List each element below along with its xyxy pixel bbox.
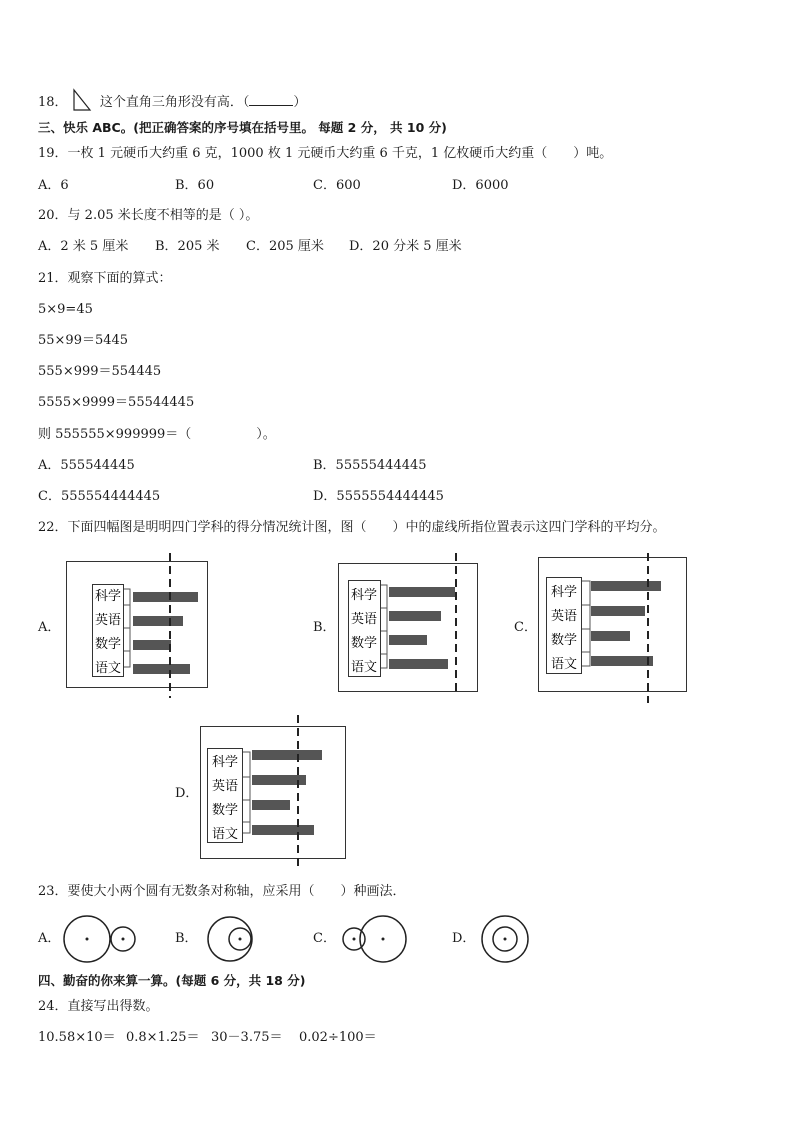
q19-option-b[interactable]: B．60: [175, 178, 215, 193]
calc-item[interactable]: 0.02÷100＝: [299, 1030, 377, 1045]
subject-label-english: 英语: [94, 613, 122, 628]
question-23-text: 23．要使大小两个圆有无数条对称轴，应采用（ ）种画法．: [38, 884, 406, 899]
bar-science: [591, 581, 661, 591]
q22-chart-a[interactable]: [66, 553, 212, 698]
q23-figure-a[interactable]: [60, 914, 140, 968]
q19-option-c[interactable]: C．600: [313, 178, 361, 193]
q22-option-b-label[interactable]: B．: [313, 620, 336, 635]
bar-chinese: [389, 659, 448, 669]
q22-chart-d[interactable]: [200, 715, 348, 870]
q23-figure-b[interactable]: [204, 914, 264, 968]
q20-option-b[interactable]: B．205 米: [155, 239, 220, 254]
bar-english: [591, 606, 645, 616]
subject-label-chinese: 语文: [350, 660, 378, 675]
equation-line: 555×999＝554445: [38, 364, 162, 379]
subject-label-science: 科学: [94, 589, 122, 604]
subject-label-math: 数学: [550, 633, 578, 648]
q21-option-b[interactable]: B．55555444445: [313, 458, 427, 473]
q19-option-d[interactable]: D．6000: [452, 178, 509, 193]
question-20-text: 20．与 2.05 米长度不相等的是（ ）。: [38, 208, 259, 223]
question-22-text: 22．下面四幅图是明明四门学科的得分情况统计图，图（ ）中的虚线所指位置表示这四门学科的平均分。: [38, 520, 666, 535]
calc-item[interactable]: 10.58×10＝: [38, 1030, 116, 1045]
bar-science: [252, 750, 322, 760]
q23-figure-d[interactable]: [479, 914, 531, 968]
close-paren: ）: [293, 95, 307, 110]
bar-chinese: [133, 664, 190, 674]
equation-line: 55×99＝5445: [38, 333, 129, 348]
subject-label-math: 数学: [350, 636, 378, 651]
question-19-text: 19．一枚 1 元硬币大约重 6 克，1000 枚 1 元硬币大约重 6 千克，1 亿枚硬币大约重（ ）吨。: [38, 146, 613, 161]
equation-line: 5555×9999＝55544445: [38, 395, 195, 410]
answer-blank[interactable]: [249, 93, 293, 106]
q23-figure-c[interactable]: [338, 914, 410, 968]
subject-label-science: 科学: [550, 585, 578, 600]
subject-label-math: 数学: [211, 803, 239, 818]
question-text: 这个直角三角形没有高．（: [99, 95, 250, 110]
bar-math: [133, 640, 171, 650]
bar-chinese: [591, 656, 653, 666]
subject-label-math: 数学: [94, 637, 122, 652]
equation-question: 则 555555×999999＝（ ）。: [38, 427, 276, 442]
q21-option-d[interactable]: D．5555554444445: [313, 489, 444, 504]
q20-option-a[interactable]: A．2 米 5 厘米: [38, 239, 129, 254]
subject-label-english: 英语: [550, 609, 578, 624]
section-3-title: 三、快乐 ABC。(把正确答案的序号填在括号里。 每题 2 分， 共 10 分): [38, 120, 447, 135]
subject-label-chinese: 语文: [94, 661, 122, 676]
q21-option-c[interactable]: C．555554444445: [38, 489, 161, 504]
q22-option-c-label[interactable]: C．: [514, 620, 537, 635]
q21-option-a[interactable]: A．555544445: [38, 458, 135, 473]
bar-math: [389, 635, 427, 645]
subject-label-english: 英语: [350, 612, 378, 627]
question-18: [38, 88, 306, 112]
right-triangle-icon: [72, 88, 92, 112]
q19-option-a[interactable]: A．6: [38, 178, 69, 193]
q20-option-c[interactable]: C．205 厘米: [246, 239, 324, 254]
q23-option-b-label[interactable]: B．: [175, 931, 198, 946]
bar-science: [389, 587, 455, 597]
q20-option-d[interactable]: D．20 分米 5 厘米: [349, 239, 462, 254]
bar-english: [133, 616, 183, 626]
q22-chart-b[interactable]: [338, 553, 480, 695]
question-21-text: 21．观察下面的算式：: [38, 271, 172, 286]
subject-label-science: 科学: [211, 755, 239, 770]
bar-math: [252, 800, 290, 810]
calc-item[interactable]: 0.8×1.25＝: [126, 1030, 200, 1045]
bar-science: [133, 592, 198, 602]
question-24-text: 24．直接写出得数。: [38, 999, 159, 1014]
section-4-title: 四、勤奋的你来算一算。(每题 6 分，共 18 分): [38, 973, 306, 988]
q22-option-d-label[interactable]: D．: [175, 786, 199, 801]
q23-option-a-label[interactable]: A．: [38, 931, 61, 946]
bar-math: [591, 631, 630, 641]
calc-item[interactable]: 30－3.75＝: [211, 1030, 283, 1045]
q23-option-c-label[interactable]: C．: [313, 931, 336, 946]
q22-chart-c[interactable]: [538, 553, 690, 703]
bar-english: [389, 611, 441, 621]
subject-label-science: 科学: [350, 588, 378, 603]
bar-chinese: [252, 825, 314, 835]
subject-label-chinese: 语文: [550, 657, 578, 672]
q22-option-a-label[interactable]: A．: [38, 620, 61, 635]
equation-line: 5×9=45: [38, 302, 93, 317]
subject-label-chinese: 语文: [211, 827, 239, 842]
subject-label-english: 英语: [211, 779, 239, 794]
q23-option-d-label[interactable]: D．: [452, 931, 476, 946]
question-number: 18．: [38, 95, 68, 110]
